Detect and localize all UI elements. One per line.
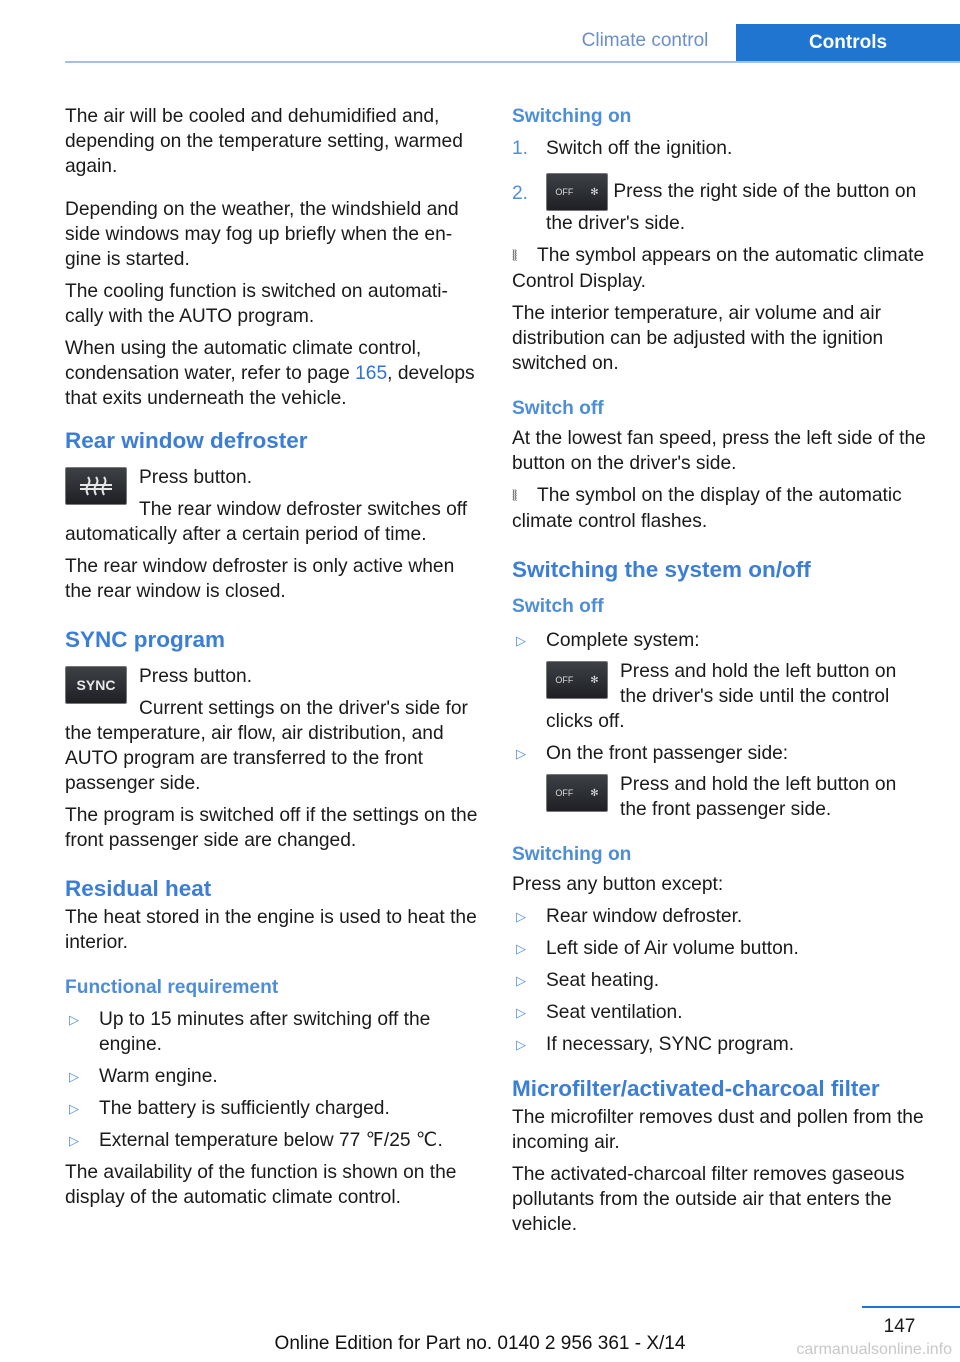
- triangle-bullet-icon: ▷: [516, 1005, 526, 1020]
- paragraph: The activated-charcoal filter removes gaseous pollutants from the outside air that enters the vehicle.: [512, 1164, 905, 1235]
- subheading-switch-off: Switch off: [512, 398, 604, 419]
- paragraph: The program is switched off if the settings on the front passenger side are changed.: [65, 805, 478, 851]
- off-label: OFF: [555, 674, 574, 685]
- paragraph: At the lowest fan speed, press the left side of the button on the driver's side.: [512, 428, 926, 474]
- instruction: Press button.: [139, 467, 253, 488]
- triangle-bullet-icon: ▷: [516, 941, 526, 956]
- rear-defroster-button-icon: [65, 467, 127, 505]
- section-heading-system-on-off: Switching the system on/off: [512, 557, 811, 582]
- triangle-bullet-icon: ▷: [69, 1133, 79, 1148]
- sync-button-icon: SYNC: [65, 666, 127, 704]
- subheading-functional-requirement: Functional requirement: [65, 977, 279, 998]
- list-item: [512, 904, 928, 929]
- list-item-subtext: Press and hold the left button on the driver's side until the control clicks off.: [546, 661, 897, 732]
- paragraph: The microfilter removes dust and pollen from the incoming air.: [512, 1107, 924, 1153]
- ac-symbol-icon: ⦚⦚: [512, 488, 517, 505]
- fan-button-icon: [546, 173, 608, 211]
- step-item: [512, 173, 928, 236]
- triangle-bullet-icon: ▷: [69, 1101, 79, 1116]
- paragraph: The interior temperature, air volume and air distribution can be adjusted with the ignition switched on.: [512, 303, 884, 374]
- section-heading-sync: SYNC program: [65, 627, 226, 652]
- fan-icon: ✻: [590, 787, 599, 799]
- paragraph: The air will be cooled and dehumidified and, depending on the temperature setting, warmed again.: [65, 106, 463, 177]
- section-heading-filter: Microfilter/activated-charcoal filter: [512, 1076, 880, 1101]
- paragraph: The cooling function is switched on automatically with the AUTO program.: [65, 281, 448, 327]
- paragraph: [512, 243, 928, 294]
- paragraph: The availability of the function is shown on the display of the automatic climate control.: [65, 1162, 457, 1208]
- paragraph: Current settings on the driver's side for the temperature, air flow, air distribution, and AUTO program are transferred to the front passenger side.: [65, 698, 468, 794]
- list-item: [512, 1000, 928, 1025]
- off-label: OFF: [555, 787, 574, 798]
- list-item-text: If necessary, SYNC program.: [546, 1034, 795, 1055]
- list-item-text: Seat ventilation.: [546, 1002, 683, 1023]
- fan-icon: ✻: [590, 674, 599, 686]
- paragraph: Depending on the weather, the windshield and side windows may fog up briefly when the engine is started.: [65, 199, 459, 270]
- list-item-text: On the front passenger side:: [546, 743, 789, 764]
- triangle-bullet-icon: ▷: [516, 633, 526, 648]
- triangle-bullet-icon: ▷: [69, 1069, 79, 1084]
- triangle-bullet-icon: ▷: [69, 1012, 79, 1027]
- paragraph: [65, 336, 478, 411]
- list-item-text: Warm engine.: [99, 1066, 218, 1087]
- instruction: Press button.: [139, 666, 253, 687]
- list-item: [512, 968, 928, 993]
- list-item-text: Seat heating.: [546, 970, 660, 991]
- right-column: [512, 104, 928, 1244]
- page-link[interactable]: 165: [355, 363, 388, 384]
- list-item: [512, 628, 928, 734]
- watermark: carmanualsonline.info: [796, 1341, 952, 1358]
- list-item: [65, 1128, 478, 1153]
- section-heading-rear-defroster: Rear window defroster: [65, 428, 308, 453]
- header-rule: [65, 61, 960, 63]
- paragraph: Press any button except:: [512, 874, 724, 895]
- footer-rule: [862, 1306, 960, 1308]
- list-item-subtext: Press and hold the left button on the front passenger side.: [620, 774, 897, 820]
- triangle-bullet-icon: ▷: [516, 746, 526, 761]
- fan-button-icon: [546, 661, 608, 699]
- subheading-switching-on: Switching on: [512, 106, 632, 127]
- header-chapter-tab[interactable]: [736, 24, 960, 63]
- step-text: Switch off the ignition.: [546, 138, 733, 159]
- header-chapter-label: Controls: [808, 32, 888, 53]
- triangle-bullet-icon: ▷: [516, 909, 526, 924]
- triangle-bullet-icon: ▷: [516, 1037, 526, 1052]
- fan-button-icon: [546, 774, 608, 812]
- list-item-text: Left side of Air volume button.: [546, 938, 799, 959]
- paragraph-text: When using the automatic climate control, condensation water, refer to page: [65, 338, 422, 384]
- list-item: [65, 1064, 478, 1089]
- header-section-title: Climate control: [581, 30, 709, 51]
- list-item-text: Up to 15 minutes after switching off the engine.: [99, 1009, 431, 1055]
- list-item: [65, 1007, 478, 1057]
- list-item-text: Complete system:: [546, 630, 700, 651]
- list-item: [512, 936, 928, 961]
- fan-icon: ✻: [590, 186, 599, 198]
- list-item-text: External temperature below 77 ℉/25 ℃.: [99, 1130, 443, 1151]
- paragraph-text: , develops that exits underneath the vehicle.: [65, 363, 475, 409]
- step-number: 1.: [512, 138, 529, 159]
- paragraph: The heat stored in the engine is used to heat the interior.: [65, 907, 477, 953]
- page-number: 147: [883, 1316, 916, 1337]
- paragraph-text: The symbol appears on the automatic climate Control Display.: [512, 245, 925, 292]
- step-text: Press the right side of the button on the driver's side.: [546, 181, 917, 234]
- subheading-switching-on: Switching on: [512, 844, 632, 865]
- list-item: [65, 1096, 478, 1121]
- footer-edition: Online Edition for Part no. 0140 2 956 361 - X/14: [274, 1333, 686, 1354]
- list-item-text: The battery is sufficiently charged.: [99, 1098, 390, 1119]
- paragraph-text: The symbol on the display of the automatic climate control flashes.: [512, 485, 902, 532]
- subheading-switch-off: Switch off: [512, 596, 604, 617]
- triangle-bullet-icon: ▷: [516, 973, 526, 988]
- ac-symbol-icon: ⦚⦚: [512, 248, 517, 265]
- list-item-text: Rear window defroster.: [546, 906, 743, 927]
- list-item: [512, 1032, 928, 1057]
- left-column: [65, 104, 478, 1217]
- list-item: [512, 741, 928, 822]
- paragraph: The rear window defroster switches off automatically after a certain period of time.: [65, 499, 468, 545]
- step-number: 2.: [512, 183, 529, 204]
- paragraph: The rear window defroster is only active when the rear window is closed.: [65, 556, 455, 602]
- section-heading-residual-heat: Residual heat: [65, 876, 212, 901]
- paragraph: [512, 483, 928, 534]
- off-label: OFF: [555, 186, 574, 197]
- step-item: [512, 136, 928, 161]
